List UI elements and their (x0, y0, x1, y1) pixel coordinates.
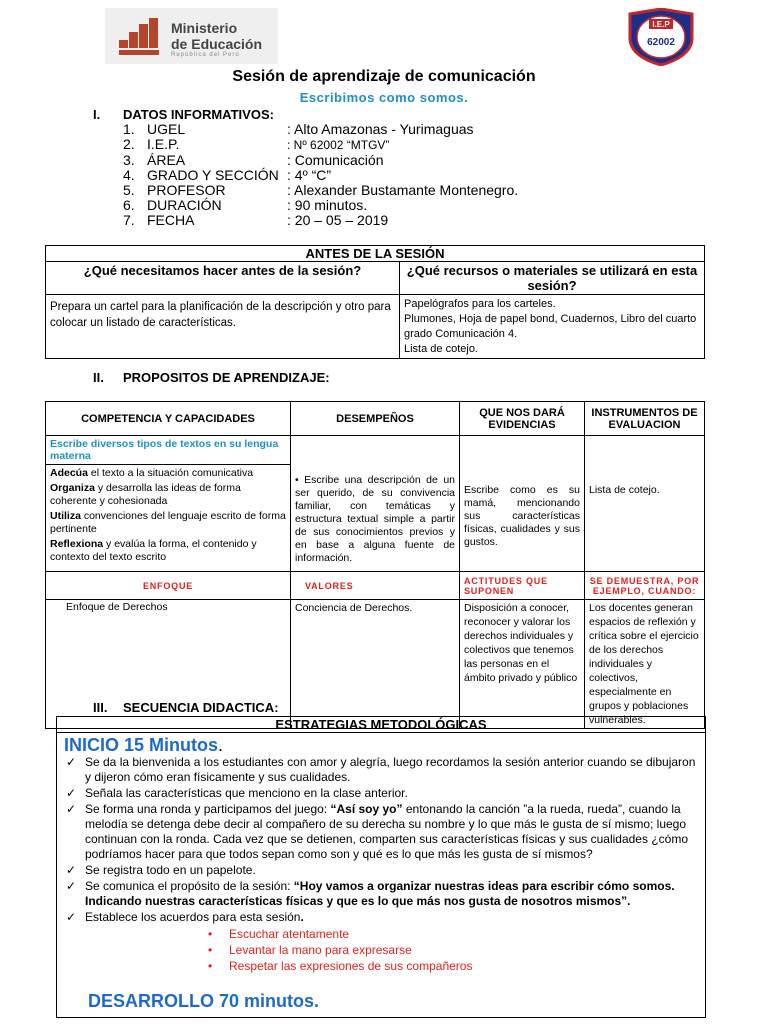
evidencia-text: Escribe como es su mamá, mencionando sus características físicas, cualidades y sus gustos. (460, 436, 585, 572)
item-text-post: entonando la canción ”a la rueda, rueda”, cuando la melodía se detenga debe decir al compañero de su derecha su nombre y lo que más le gusta de sí mismo; luego continuan con la ronda. Cada vez que se detienen, comparten sus características físicas y sus cualidades ¿cómo podríamos hacer para que todos sepan como son y qué es lo que más les gusta de sí mismos? (85, 802, 688, 861)
datos-row-num: 6. (123, 197, 135, 213)
item-text: Se da la bienvenida a los estudiantes con amor y alegría, luego recordamos la sesión anterior cuando se dibujaron y dijeron cómo eran físicamente y sus cualidades. (85, 755, 696, 784)
antes-material-2: Plumones, Hoja de papel bond, Cuadernos, Libro del cuarto grado Comunicación 4. (404, 313, 697, 340)
datos-heading: DATOS INFORMATIVOS: (123, 107, 274, 122)
datos-row (123, 213, 518, 228)
desarrollo-heading: DESARROLLO 70 minutos. (88, 991, 320, 1011)
prop-h-valores: VALORES (291, 572, 460, 600)
ministerio-brick-icon (119, 18, 159, 56)
capacidad-verb: Adecúa (50, 467, 88, 479)
inicio-item (62, 879, 700, 909)
datos-row (123, 153, 518, 168)
antes-col1-text: Prepara un cartel para la planificación de la descripción y otro para colocar un listado de características. (46, 295, 400, 359)
acuerdo-text: Levantar la mano para expresarse (229, 943, 412, 957)
datos-row (123, 168, 518, 183)
checkmark-icon: ✓ (66, 802, 77, 816)
demuestra-text: Los docentes generan espacios de reflexión y crítica sobre el ejercicio de los derechos individuales y colectivos, especialmente en grupos y poblaciones vulnerables. (585, 600, 705, 729)
antes-material-1: Papelógrafos para los carteles. (404, 298, 556, 310)
antes-col1-head: ¿Qué necesitamos hacer antes de la sesión? (46, 262, 400, 295)
checkmark-icon: ✓ (66, 879, 77, 893)
inicio-heading: INICIO 15 Minutos (64, 735, 219, 755)
iep-badge-text: I.E.P (652, 20, 670, 29)
antes-col2-cell (400, 295, 705, 359)
capacidades-list (46, 465, 290, 568)
capacidad-rest: convenciones del lenguaje escrito de forma pertinente (50, 510, 286, 535)
inicio-dot: . (218, 735, 224, 755)
item-bold: . (300, 910, 304, 924)
datos-row-value: : 4º “C” (287, 167, 332, 183)
iep-shield-logo (626, 8, 696, 66)
datos-row-num: 7. (123, 212, 135, 228)
capacidad-item (50, 538, 286, 564)
capacidad-item (50, 482, 286, 508)
datos-row-label: UGEL (147, 121, 186, 137)
item-bold: “Así soy yo” (330, 802, 403, 816)
datos-row-value: : Alto Amazonas - Yurimaguas (287, 121, 474, 137)
instrumento-text: Lista de cotejo. (585, 436, 705, 572)
prop-competencia-cell (46, 436, 291, 572)
capacidad-rest: y evalúa la forma, el contenido y contexto del texto escrito (50, 538, 257, 563)
prop-h-evidencias: QUE NOS DARÁ EVIDENCIAS (460, 402, 585, 436)
antes-col2-head: ¿Qué recursos o materiales se utilizará en esta sesión? (400, 262, 705, 295)
propositos-heading: PROPOSITOS DE APRENDIZAJE: (123, 370, 330, 385)
inicio-items (62, 755, 700, 925)
estrategias-heading: ESTRATEGIAS METODOLÓGICAS (57, 717, 706, 733)
section-num-1: I. (93, 107, 101, 122)
datos-row-label: PROFESOR (147, 182, 226, 198)
datos-row-value: : 20 – 05 – 2019 (287, 212, 389, 228)
capacidad-rest: el texto a la situación comunicativa (87, 467, 254, 479)
ministerio-logo (105, 8, 278, 64)
secuencia-heading: SECUENCIA DIDACTICA: (123, 700, 279, 715)
item-text: Establece los acuerdos para esta sesión (85, 910, 301, 924)
capacidad-verb: Reflexiona (50, 538, 104, 550)
section-num-3: III. (93, 700, 108, 715)
datos-row-num: 2. (123, 136, 135, 152)
prop-h-demuestra: SE DEMUESTRA, POR EJEMPLO, CUANDO: (585, 572, 705, 600)
prop-h-competencia: COMPETENCIA Y CAPACIDADES (46, 402, 291, 436)
section-num-2: II. (93, 370, 104, 385)
datos-row-label: GRADO Y SECCIÓN (147, 167, 279, 183)
acuerdo-item (62, 926, 700, 942)
ministerio-line1: Ministerio (171, 20, 238, 36)
antes-sesion-table (45, 245, 705, 359)
capacidad-item (50, 510, 286, 536)
competencia-text: Escribe diversos tipos de textos en su lengua materna (46, 436, 290, 465)
enfoque-text: Enfoque de Derechos (46, 600, 291, 729)
datos-row (123, 122, 518, 137)
antes-material-3: Lista de cotejo. (404, 343, 478, 355)
ministerio-line2: de Educación (171, 36, 263, 52)
datos-row-num: 1. (123, 121, 135, 137)
datos-row-num: 3. (123, 152, 135, 168)
datos-row-label: ÁREA (147, 152, 186, 168)
datos-row (123, 183, 518, 198)
datos-row-value: : Nº 62002 “MTGV” (287, 138, 390, 152)
actitudes-text: Disposición a conocer, reconocer y valorar los derechos individuales y colectivos que tenemos las personas en el ámbito privado y público (460, 600, 585, 729)
checkmark-icon: ✓ (66, 755, 77, 769)
item-text: Se forma una ronda y participamos del juego: (85, 802, 331, 816)
capacidad-verb: Organiza (50, 482, 95, 494)
item-text: Señala las características que menciono en la clase anterior. (85, 786, 408, 800)
checkmark-icon: ✓ (66, 863, 77, 877)
datos-row-label: FECHA (147, 212, 195, 228)
secuencia-table (56, 716, 706, 1018)
capacidad-verb: Utiliza (50, 510, 81, 522)
bullet-icon: • (208, 927, 213, 941)
datos-row-num: 4. (123, 167, 135, 183)
prop-h-enfoque: ENFOQUE (46, 572, 291, 600)
prop-h-actitudes: ACTITUDES QUE SUPONEN (460, 572, 585, 600)
item-text: Se registra todo en un papelote. (85, 863, 256, 877)
page-title: Sesión de aprendizaje de comunicación (232, 68, 536, 85)
bullet-icon: • (208, 959, 213, 973)
capacidad-rest: y desarrolla las ideas de forma coherente y cohesionada (50, 482, 241, 507)
prop-h-desempenos: DESEMPEÑOS (291, 402, 460, 436)
prop-h-instrumentos: INSTRUMENTOS DE EVALUACION (585, 402, 705, 436)
inicio-item (62, 755, 700, 785)
acuerdo-item (62, 958, 700, 974)
datos-row (123, 198, 518, 213)
datos-row-value: : Comunicación (287, 152, 384, 168)
datos-row-label: DURACIÓN (147, 197, 222, 213)
datos-list (123, 122, 518, 228)
inicio-item (62, 910, 700, 925)
checkmark-icon: ✓ (66, 910, 77, 924)
antes-title: ANTES DE LA SESIÓN (46, 246, 705, 262)
acuerdo-item (62, 942, 700, 958)
inicio-item (62, 863, 700, 878)
item-bold: “Hoy vamos a organizar nuestras ideas para escribir cómo somos. Indicando nuestras características físicas y que es lo que más nos gusta de nosotros mismos”. (85, 879, 675, 908)
checkmark-icon: ✓ (66, 786, 77, 800)
desempeno-text: • Escribe una descripción de un ser querido, de su convivencia familiar, con temáticas y estructura textual simple a partir de sus conocimientos previos y en base a alguna fuente de información. (291, 436, 460, 572)
page-subtitle: Escribimos como somos. (299, 90, 469, 105)
inicio-item (62, 802, 700, 862)
secuencia-body (57, 733, 706, 1018)
datos-row-label: I.E.P. (147, 136, 180, 152)
datos-row-value: : 90 minutos. (287, 197, 368, 213)
inicio-item (62, 786, 700, 801)
acuerdo-text: Respetar las expresiones de sus compañeros (229, 959, 473, 973)
datos-row-value: : Alexander Bustamante Montenegro. (287, 182, 519, 198)
acuerdo-text: Escuchar atentamente (229, 927, 350, 941)
item-text: Se comunica el propósito de la sesión: (85, 879, 294, 893)
valores-text: Conciencia de Derechos. (291, 600, 460, 729)
iep-number-text: 62002 (647, 37, 675, 48)
capacidad-item (50, 467, 286, 480)
datos-row (123, 137, 518, 153)
propositos-table (45, 401, 705, 729)
datos-row-num: 5. (123, 182, 135, 198)
ministerio-subtitle: República del Perú (171, 52, 240, 58)
acuerdos-list (62, 926, 700, 974)
bullet-icon: • (208, 943, 213, 957)
